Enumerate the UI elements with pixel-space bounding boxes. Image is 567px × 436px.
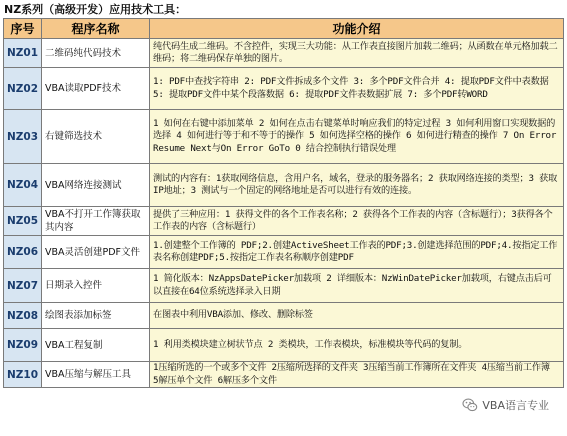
row-id: NZ02: [4, 68, 42, 110]
table-row: [4, 362, 564, 388]
row-id: NZ08: [4, 303, 42, 329]
row-desc: 1.创建整个工作簿的 PDF;2.创建ActiveSheet工作表的PDF;3.创建选择范围的PDF;4.按指定工作表名称创建PDF;5.按指定工作表名称顺序创建PDF: [150, 236, 564, 269]
page-title: NZ系列（高级开发）应用技术工具：: [4, 3, 187, 16]
tools-table: [3, 18, 564, 388]
watermark: [458, 396, 553, 414]
row-name: VBA网络连接测试: [42, 164, 150, 207]
row-id: NZ04: [4, 164, 42, 207]
header-name: 程序名称: [42, 19, 150, 39]
table-row: [4, 110, 564, 164]
row-desc: 在图表中利用VBA添加、修改、删除标签: [150, 303, 564, 329]
table-row: [4, 207, 564, 236]
row-desc: 1 简化版本：NzAppsDatePicker加载项 2 详细版本：NzWinDatePicker加载项，右键点击后可以直接在64位系统选择录入日期: [150, 269, 564, 303]
row-id: NZ06: [4, 236, 42, 269]
row-desc: 纯代码生成二维码。不含控件，实现三大功能：从工作表直接图片加载二维码；从函数在单元格加载二维码；将二维码保存单独的图片。: [150, 39, 564, 68]
table-row: [4, 303, 564, 329]
row-name: VBA不打开工作簿获取其内容: [42, 207, 150, 236]
row-id: NZ05: [4, 207, 42, 236]
row-id: NZ07: [4, 269, 42, 303]
row-id: NZ10: [4, 362, 42, 388]
table-row: [4, 68, 564, 110]
row-id: NZ01: [4, 39, 42, 68]
table-row: [4, 164, 564, 207]
table-row: [4, 329, 564, 362]
wechat-icon: [462, 397, 478, 413]
row-desc: 1: PDF中查找字符串 2: PDF文件拆成多个文件 3: 多个PDF文件合并 4: 提取PDF文件中表数据 5: 提取PDF文件中某个段落数据 6: 提取PDF文件表数据扩展 7: 多个PDF转WORD: [150, 68, 564, 110]
row-name: 绘图表添加标签: [42, 303, 150, 329]
row-name: VBA工程复制: [42, 329, 150, 362]
header-id: 序号: [4, 19, 42, 39]
row-id: NZ09: [4, 329, 42, 362]
row-desc: 测试的内容有：1获取网络信息，含用户名，域名，登录的服务器名；2 获取网络连接的类型；3 获取IP地址；3 测试与一个固定的网络地址是否可以进行有效的连接。: [150, 164, 564, 207]
table-row: [4, 39, 564, 68]
row-name: 右键筛选技术: [42, 110, 150, 164]
row-id: NZ03: [4, 110, 42, 164]
table-row: [4, 236, 564, 269]
row-name: VBA读取PDF技术: [42, 68, 150, 110]
row-desc: 1 利用类模块建立树状节点 2 类模块，工作表模块，标准模块等代码的复制。: [150, 329, 564, 362]
row-name: VBA灵活创建PDF文件: [42, 236, 150, 269]
table-row: [4, 269, 564, 303]
row-name: VBA压缩与解压工具: [42, 362, 150, 388]
row-desc: 提供了三种应用：1 获得文件的各个工作表名称；2 获得各个工作表的内容（含标题行）；3获得各个工作表的内容（含标题行）: [150, 207, 564, 236]
watermark-text: VBA语言专业: [482, 399, 549, 412]
table-header-row: [4, 19, 564, 39]
row-name: 二维码纯代码技术: [42, 39, 150, 68]
row-desc: 1 如何在右键中添加菜单 2 如何在点击右键菜单时响应我们的特定过程 3 如何利用窗口实现数据的选择 4 如何进行等于和不等于的操作 5 如何选择空格的操作 6 如何进行精查的操作 7 On Error Resume Next与On Error GoTo 0 结合控制执行错误处理: [150, 110, 564, 164]
row-desc: 1压缩所选的一个或多个文件 2压缩所选择的文件夹 3压缩当前工作簿所在文件夹 4压缩当前工作簿 5解压单个文件 6解压多个文件: [150, 362, 564, 388]
header-desc: 功能介绍: [150, 19, 564, 39]
row-name: 日期录入控件: [42, 269, 150, 303]
